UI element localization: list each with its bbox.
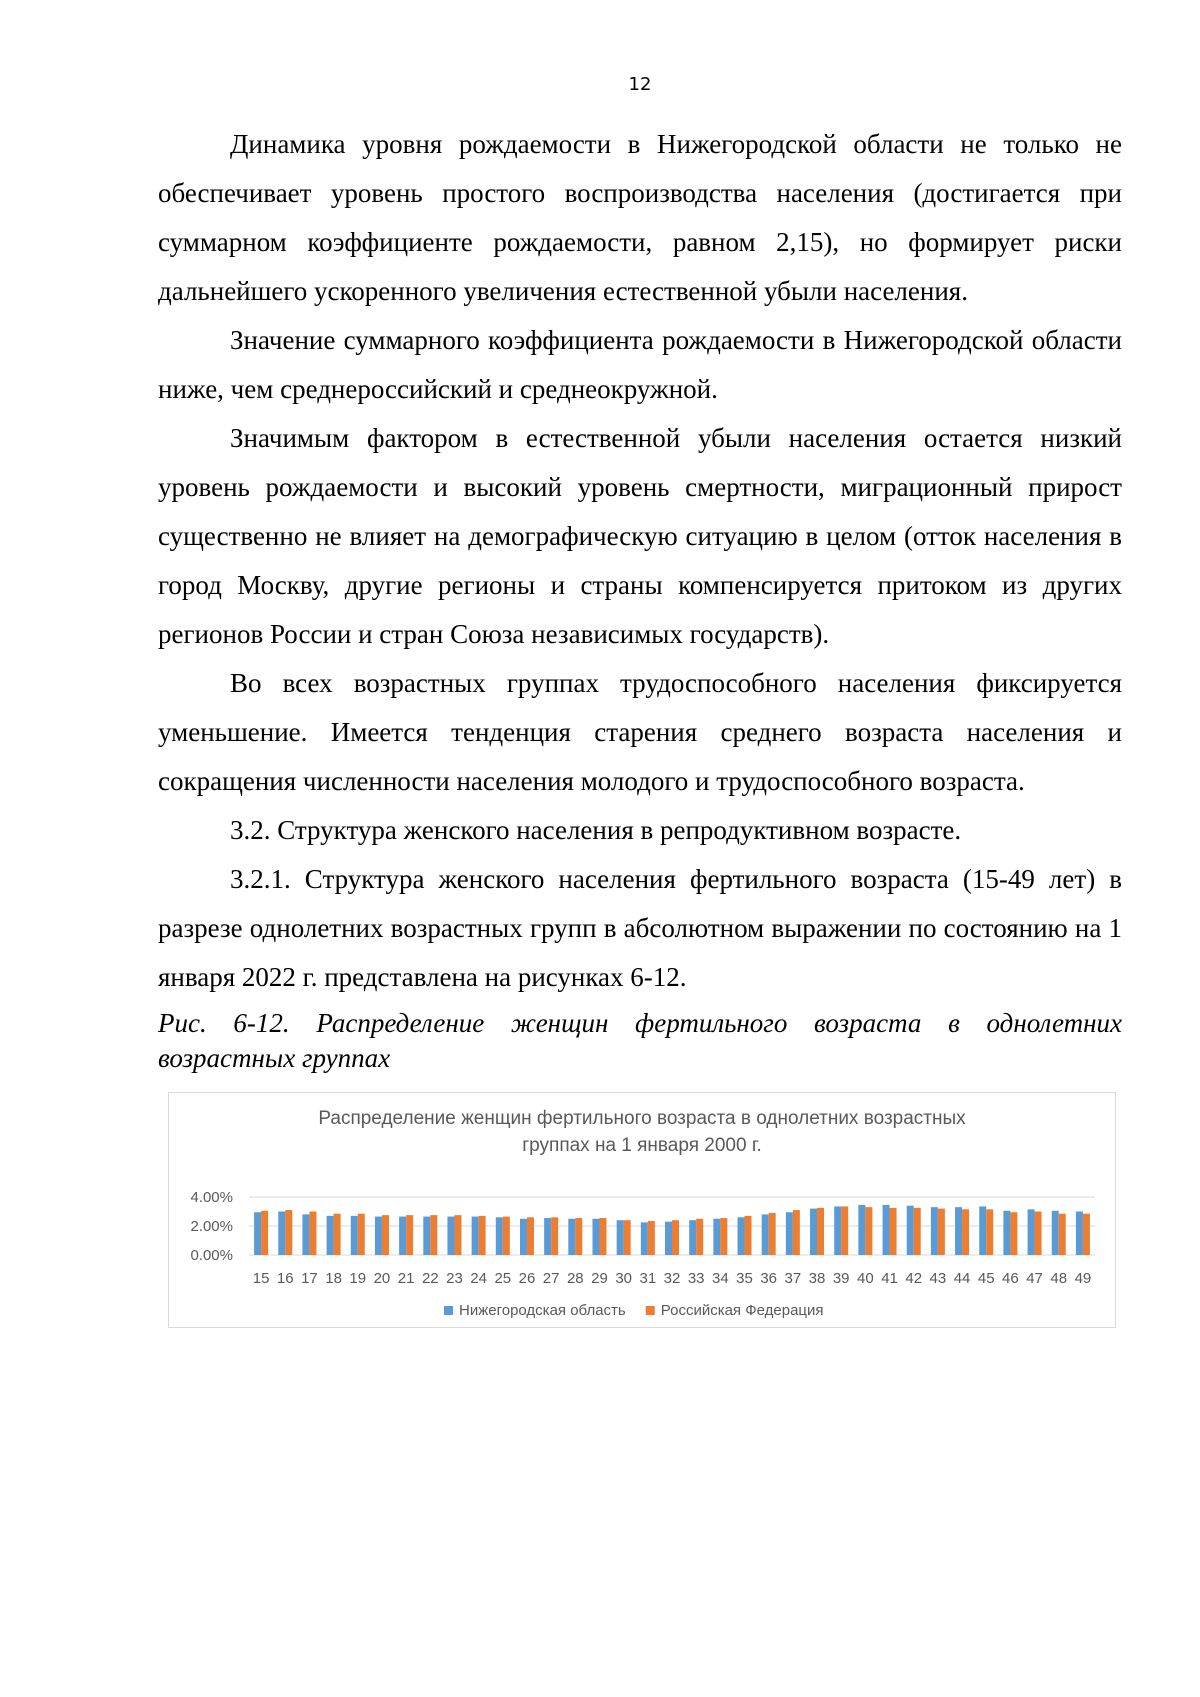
paragraph: Во всех возрастных группах трудоспособного населения фиксируется уменьшение. Имеется тенденция старения среднего возраста населения и сокращения численности населения молодого и трудоспособного возраста. — [158, 668, 1122, 796]
bar — [503, 1217, 510, 1255]
x-tick-label: 38 — [808, 1270, 826, 1287]
bar — [624, 1220, 631, 1255]
x-tick-label: 30 — [615, 1270, 633, 1287]
bar — [358, 1214, 365, 1255]
bar — [334, 1214, 341, 1255]
bar — [1059, 1214, 1066, 1255]
x-tick-label: 27 — [542, 1270, 560, 1287]
x-tick-label: 47 — [1026, 1270, 1043, 1287]
bar — [1083, 1214, 1090, 1255]
x-tick-label: 35 — [736, 1270, 753, 1287]
bar — [689, 1220, 696, 1255]
x-tick-label: 39 — [832, 1270, 850, 1287]
bar — [914, 1208, 921, 1255]
bar — [938, 1209, 945, 1255]
x-tick-label: 45 — [977, 1270, 995, 1287]
bar — [278, 1212, 285, 1256]
bar — [841, 1206, 848, 1255]
bar — [447, 1217, 454, 1255]
bar — [254, 1212, 261, 1255]
bar-chart — [169, 1093, 1115, 1327]
x-tick-label: 41 — [881, 1270, 898, 1287]
legend-swatch — [646, 1306, 655, 1315]
figure-caption: Рис. 6-12. Распределение женщин фертильного возраста в однолетних возрастных группах — [158, 1008, 1122, 1073]
bar — [883, 1205, 890, 1255]
bar — [261, 1211, 268, 1255]
x-tick-label: 44 — [953, 1270, 971, 1287]
x-tick-label: 42 — [905, 1270, 923, 1287]
x-tick-label: 19 — [349, 1270, 367, 1287]
bar — [599, 1218, 606, 1255]
bar — [672, 1220, 679, 1255]
y-tick-label: 2.00% — [190, 1218, 233, 1235]
x-tick-label: 40 — [857, 1270, 874, 1287]
x-tick-label: 32 — [663, 1270, 681, 1287]
x-tick-label: 16 — [276, 1270, 294, 1287]
bar — [1003, 1211, 1010, 1255]
chart-container — [168, 1092, 1116, 1328]
bar — [382, 1215, 389, 1255]
bar — [617, 1220, 624, 1255]
bar — [769, 1213, 776, 1255]
chart-title: Распределение женщин фертильного возраста в однолетних возрастных — [318, 1108, 966, 1129]
x-tick-label: 24 — [470, 1270, 487, 1287]
bar — [575, 1218, 582, 1255]
x-tick-label: 48 — [1050, 1270, 1068, 1287]
bar — [762, 1214, 769, 1255]
x-tick-label: 36 — [760, 1270, 778, 1287]
bar — [309, 1212, 316, 1256]
bar — [1028, 1209, 1035, 1255]
bar — [865, 1207, 872, 1255]
bar — [592, 1219, 599, 1255]
x-tick-label: 28 — [566, 1270, 584, 1287]
x-tick-label: 31 — [639, 1270, 657, 1287]
x-tick-label: 49 — [1074, 1270, 1092, 1287]
bar — [890, 1208, 897, 1255]
x-tick-label: 26 — [518, 1270, 536, 1287]
bar — [351, 1216, 358, 1255]
bar — [720, 1218, 727, 1255]
bar — [713, 1219, 720, 1255]
section-heading: 3.2. Структура женского населения в репродуктивном возрасте. — [230, 815, 962, 845]
bar — [834, 1206, 841, 1255]
paragraph: Значение суммарного коэффициента рождаемости в Нижегородской области ниже, чем среднероссийский и среднеокружной. — [158, 325, 1122, 404]
bar — [406, 1215, 413, 1255]
bar — [858, 1205, 865, 1255]
bar — [810, 1209, 817, 1255]
bar — [479, 1216, 486, 1255]
x-tick-label: 34 — [711, 1270, 729, 1287]
bar — [454, 1215, 461, 1255]
x-tick-label: 18 — [325, 1270, 342, 1287]
bar — [1052, 1211, 1059, 1255]
bar — [931, 1207, 938, 1255]
x-tick-label: 22 — [421, 1270, 439, 1287]
bar — [962, 1209, 969, 1255]
bar — [738, 1217, 745, 1255]
bar — [327, 1216, 334, 1255]
bar — [527, 1217, 534, 1255]
bar — [472, 1217, 479, 1255]
x-tick-label: 20 — [373, 1270, 391, 1287]
bar — [641, 1222, 648, 1255]
bar — [979, 1206, 986, 1255]
x-tick-label: 25 — [494, 1270, 512, 1287]
bar — [1035, 1212, 1042, 1256]
bar — [302, 1214, 309, 1255]
paragraph: 3.2.1. Структура женского населения фертильного возраста (15-49 лет) в разрезе однолетних возрастных групп в абсолютном выражении по состоянию на 1 января 2022 г. представлена на рисунках 6-12. — [158, 864, 1122, 992]
bar — [648, 1221, 655, 1255]
bar — [423, 1217, 430, 1255]
bar — [745, 1216, 752, 1255]
x-tick-label: 21 — [397, 1270, 415, 1287]
bar — [544, 1218, 551, 1255]
bar — [375, 1217, 382, 1255]
legend-label: Российская Федерация — [660, 1302, 824, 1319]
bar — [986, 1209, 993, 1255]
legend-swatch — [444, 1306, 453, 1315]
bar — [817, 1208, 824, 1255]
bar — [696, 1219, 703, 1255]
x-tick-label: 43 — [929, 1270, 947, 1287]
bar — [665, 1222, 672, 1255]
paragraph: Динамика уровня рождаемости в Нижегородской области не только не обеспечивает уровень простого воспроизводства населения (достигается при суммарном коэффициенте рождаемости, равном 2,15), но формирует риски дальнейшего ускоренного увеличения естественной убыли населения. — [158, 129, 1122, 306]
x-tick-label: 46 — [1002, 1270, 1019, 1287]
x-tick-label: 33 — [687, 1270, 705, 1287]
bar — [285, 1210, 292, 1255]
x-tick-label: 29 — [591, 1270, 608, 1287]
bar — [955, 1207, 962, 1255]
paragraph: Значимым фактором в естественной убыли населения остается низкий уровень рождаемости и высокий уровень смертности, миграционный прирост существенно не влияет на демографическую ситуацию в целом (отток населения в город Москву, другие регионы и страны компенсируется притоком из других регионов России и стран Союза независимых государств). — [158, 423, 1122, 649]
bar — [786, 1212, 793, 1255]
bar — [551, 1217, 558, 1255]
x-tick-label: 15 — [252, 1270, 270, 1287]
bar — [399, 1217, 406, 1255]
y-tick-label: 0.00% — [190, 1247, 233, 1264]
x-tick-label: 37 — [784, 1270, 802, 1287]
bar — [793, 1210, 800, 1255]
bar — [1076, 1212, 1083, 1256]
y-tick-label: 4.00% — [190, 1189, 233, 1206]
bar — [496, 1217, 503, 1255]
chart-title: группах на 1 января 2000 г. — [522, 1135, 762, 1156]
bar — [520, 1219, 527, 1255]
x-tick-label: 17 — [301, 1270, 318, 1287]
page-number: 12 — [628, 74, 652, 95]
body-text — [158, 120, 1122, 1002]
x-tick-label: 23 — [446, 1270, 463, 1287]
bar — [1010, 1212, 1017, 1255]
bar — [430, 1215, 437, 1255]
bar — [907, 1206, 914, 1255]
legend-label: Нижегородская область — [459, 1302, 626, 1319]
bar — [568, 1219, 575, 1255]
